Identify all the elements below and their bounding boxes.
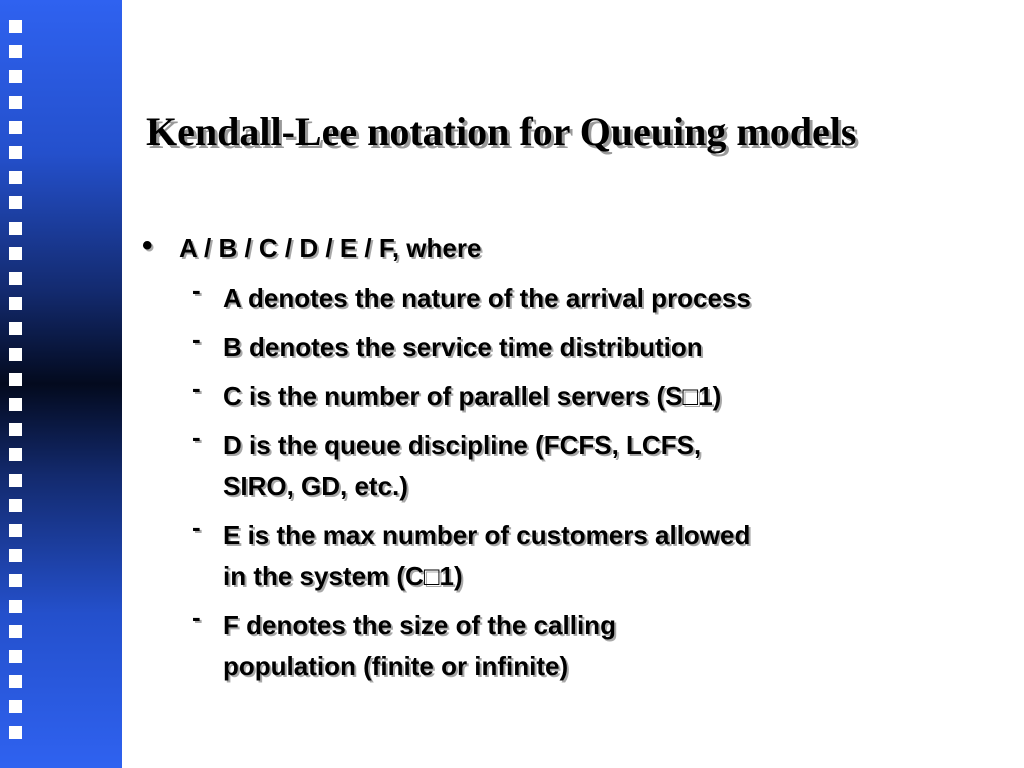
- decorative-square: [9, 20, 22, 33]
- sub-bullet-item: [188, 422, 923, 507]
- decorative-square: [9, 373, 22, 386]
- decorative-square: [9, 524, 22, 537]
- decorative-square: [9, 574, 22, 587]
- slide-title: Kendall-Lee notation for Queuing models: [146, 109, 857, 154]
- decorative-square: [9, 96, 22, 109]
- decorative-square: [9, 423, 22, 436]
- sub-bullet-item: [188, 275, 923, 319]
- decorative-square: [9, 474, 22, 487]
- decorative-square: [9, 625, 22, 638]
- sub-bullet-item: [188, 324, 923, 368]
- decorative-square: [9, 171, 22, 184]
- side-decoration-band: [0, 0, 122, 768]
- dash-icon: -: [192, 275, 201, 305]
- decorative-square: [9, 70, 22, 83]
- sub-bullet-text: A denotes the nature of the arrival process: [223, 283, 751, 313]
- sub-bullet-item: [188, 512, 923, 597]
- decorative-square: [9, 297, 22, 310]
- decorative-square: [9, 247, 22, 260]
- dash-icon: -: [192, 422, 201, 452]
- decorative-square: [9, 121, 22, 134]
- sub-bullet-item: [188, 373, 923, 417]
- decorative-square: [9, 600, 22, 613]
- sub-bullet-text: B denotes the service time distribution: [223, 332, 703, 362]
- decorative-square: [9, 272, 22, 285]
- decorative-square: [9, 675, 22, 688]
- sub-bullet-text: F denotes the size of the calling population (finite or infinite): [223, 610, 616, 681]
- decorative-square: [9, 448, 22, 461]
- main-bullet-text: A / B / C / D / E / F, where: [179, 233, 482, 263]
- sub-bullet-text: C is the number of parallel servers (S□1): [223, 381, 722, 411]
- sub-bullet-text: D is the queue discipline (FCFS, LCFS, SIRO, GD, etc.): [223, 430, 702, 501]
- decorative-square: [9, 398, 22, 411]
- decorative-square: [9, 700, 22, 713]
- decorative-square: [9, 146, 22, 159]
- decorative-square: [9, 549, 22, 562]
- decorative-square: [9, 45, 22, 58]
- dash-icon: -: [192, 373, 201, 403]
- decorative-square: [9, 322, 22, 335]
- decorative-square: [9, 650, 22, 663]
- decorative-square: [9, 726, 22, 739]
- bullet-dot-icon: •: [142, 229, 153, 262]
- decorative-square: [9, 348, 22, 361]
- decorative-square-column: [9, 20, 23, 760]
- decorative-square: [9, 196, 22, 209]
- dash-icon: -: [192, 512, 201, 542]
- sub-bullet-item: [188, 602, 923, 687]
- sub-bullet-text: E is the max number of customers allowed in the system (C□1): [223, 520, 751, 591]
- dash-icon: -: [192, 324, 201, 354]
- dash-icon: -: [192, 602, 201, 632]
- sub-bullet-list: [188, 275, 948, 695]
- decorative-square: [9, 222, 22, 235]
- decorative-square: [9, 499, 22, 512]
